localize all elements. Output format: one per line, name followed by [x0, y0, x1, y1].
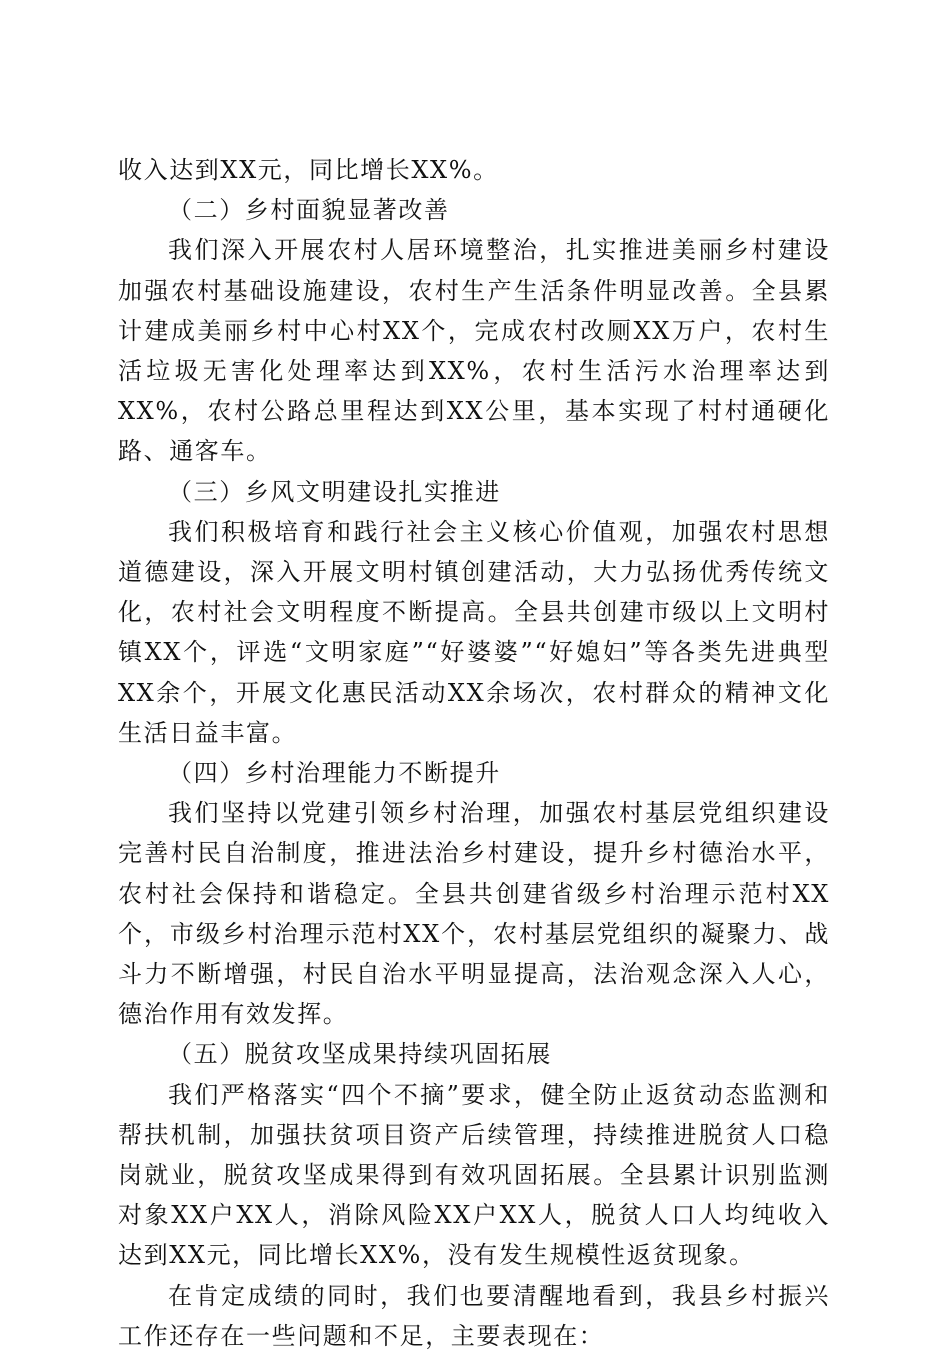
section-heading-3: （三）乡风文明建设扎实推进 [168, 477, 501, 506]
section-heading-4: （四）乡村治理能力不断提升 [168, 759, 501, 788]
paragraph-problems-intro: 在肯定成绩的同时，我们也要清醒地看到，我县乡村振兴工作还存在一些问题和不足，主要表现在： [118, 1281, 830, 1350]
paragraph-civilization: 我们积极培育和践行社会主义核心价值观，加强农村思想道德建设，深入开展文明村镇创建活动，大力弘扬优秀传统文化，农村社会文明程度不断提高。全县共创建市级以上文明村镇XX个，评选“文明家庭”“好婆婆”“好媳妇”等各类先进典型XX余个，开展文化惠民活动XX余场次，农村群众的精神文化生活日益丰富。 [118, 517, 830, 747]
paragraph-continuation: 收入达到XX元，同比增长XX%。 [118, 156, 499, 184]
document-body [118, 150, 830, 1356]
paragraph-poverty-alleviation: 我们严格落实“四个不摘”要求，健全防止返贫动态监测和帮扶机制，加强扶贫项目资产后续管理，持续推进脱贫人口稳岗就业，脱贫攻坚成果得到有效巩固拓展。全县累计识别监测对象XX户XX人，消除风险XX户XX人，脱贫人口人均纯收入达到XX元，同比增长XX%，没有发生规模性返贫现象。 [118, 1080, 830, 1270]
section-heading-5: （五）脱贫攻坚成果持续巩固拓展 [168, 1040, 552, 1069]
paragraph-governance: 我们坚持以党建引领乡村治理，加强农村基层党组织建设完善村民自治制度，推进法治乡村建设，提升乡村德治水平，农村社会保持和谐稳定。全县共创建省级乡村治理示范村XX个，市级乡村治理示范村XX个，农村基层党组织的凝聚力、战斗力不断增强，村民自治水平明显提高，法治观念深入人心，德治作用有效发挥。 [118, 799, 830, 1029]
paragraph-village-appearance: 我们深入开展农村人居环境整治，扎实推进美丽乡村建设加强农村基础设施建设，农村生产生活条件明显改善。全县累计建成美丽乡村中心村XX个，完成农村改厕XX万户，农村生活垃圾无害化处理率达到XX%，农村生活污水治理率达到XX%，农村公路总里程达到XX公里，基本实现了村村通硬化路、通客车。 [118, 236, 830, 466]
section-heading-2: （二）乡村面貌显著改善 [168, 196, 450, 225]
